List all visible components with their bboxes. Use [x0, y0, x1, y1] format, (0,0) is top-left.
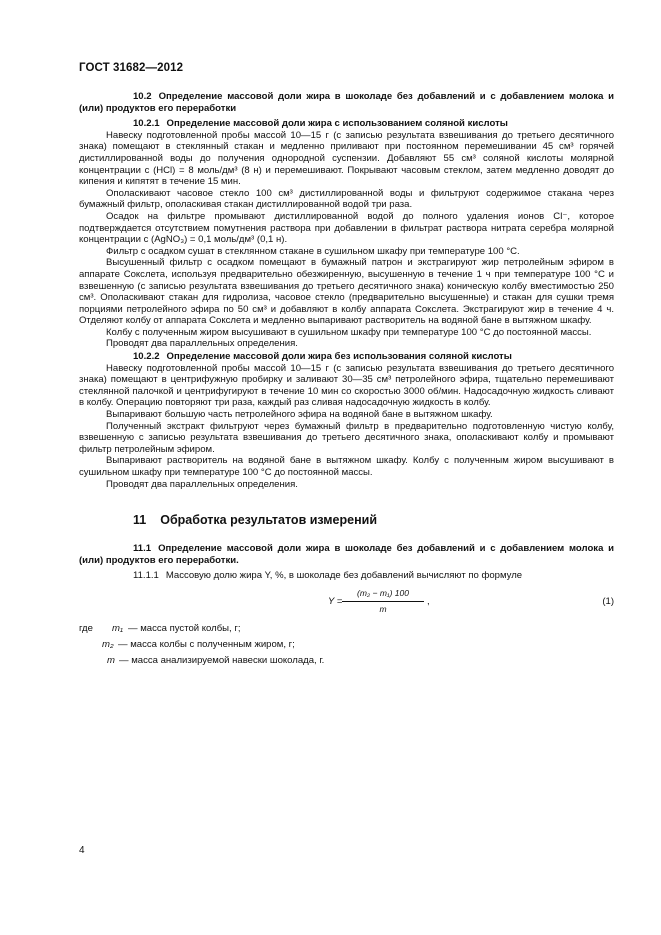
section-text: Массовую долю жира Y, %, в шоколаде без добавлений вычисляют по формуле	[165, 570, 523, 582]
section-title: Обработка результатов измерений	[160, 513, 378, 528]
formula-number: (1)	[602, 595, 614, 607]
legend-symbol: m₁	[112, 622, 123, 634]
section-number: 10.2.2	[133, 351, 160, 363]
section-number: 11.1.1	[133, 570, 159, 582]
formula-numerator: (m₂ − m₁) 100	[342, 588, 424, 602]
paragraph: Навеску подготовленной пробы массой 10—15 г (с записью результата взвешивания до третьего десятичного знака) помещают в стеклянный стакан и медленно приливают при постоянном перемешивании 45 см³ горячей дистиллированной воды до получения однородной суспензии. Добавляют 55 см³ соляной кислоты молярной концентрации с (HCl) = 8 моль/дм³ (8 н) и перемешивают. Покрывают часовым стеклом, затем медленно доводят до кипения и кипятят в течение 15 мин.	[79, 129, 614, 188]
legend-row	[79, 655, 614, 671]
section-10-2-2-heading	[79, 351, 614, 363]
formula-comma: ,	[427, 595, 430, 607]
section-title: Определение массовой доли жира без использования соляной кислоты	[166, 351, 512, 363]
section-10-2-1-heading	[79, 118, 614, 130]
section-number: 10.2	[133, 91, 152, 102]
document-body	[79, 91, 614, 671]
paragraph: Фильтр с осадком сушат в стеклянном стакане в сушильном шкафу при температуре 100 °С.	[106, 245, 520, 257]
legend-row	[79, 639, 614, 655]
paragraph: Проводят два параллельных определения.	[106, 338, 298, 350]
section-title: Определение массовой доли жира в шоколаде без добавлений и с добавлением молока и (или) продуктов его переработки.	[79, 543, 614, 566]
document-header: ГОСТ 31682—2012	[79, 62, 184, 74]
paragraph: Колбу с полученным жиром высушивают в сушильном шкафу при температуре 100 °С до постоянной массы.	[106, 326, 592, 338]
legend-description: — масса пустой колбы, г;	[128, 622, 241, 634]
paragraph: Навеску подготовленной пробы массой 10—15 г (с записью результата взвешивания до третьего десятичного знака) помещают в центрифужную пробирку и заливают 30—35 см³ петролейного эфира, тщательно перемешивают стеклянной палочкой и центрифугируют в течение 10 мин со скоростью 3000 об/мин. Надосадочную жидкость сливают в колбу. Операцию повторяют три раза, каждый раз сливая надосадочную жидкость в колбу.	[79, 362, 614, 409]
section-10-2-heading	[79, 91, 614, 114]
legend-row	[79, 623, 614, 639]
paragraph: Ополаскивают часовое стекло 100 см³ дистиллированной воды и фильтруют содержимое стакана через бумажный фильтр, ополаскивая стакан дистиллированной водой три раза.	[79, 187, 614, 211]
formula-legend	[79, 623, 614, 671]
section-11-1-1-text	[79, 570, 614, 582]
paragraph: Проводят два параллельных определения.	[106, 478, 298, 490]
formula-fraction	[342, 588, 424, 615]
formula-block	[79, 588, 614, 622]
legend-symbol: m₂	[102, 638, 114, 650]
section-number: 11	[133, 513, 147, 528]
formula-denominator: m	[379, 603, 387, 614]
section-title: Определение массовой доли жира в шоколаде без добавлений и с добавлением молока и (или) продуктов его переработки	[79, 91, 614, 114]
formula-lhs: Y =	[328, 595, 343, 607]
legend-description: — масса колбы с полученным жиром, г;	[118, 638, 295, 650]
section-number: 10.2.1	[133, 118, 160, 130]
section-11-1-heading	[79, 543, 614, 566]
paragraph: Выпаривают большую часть петролейного эфира на водяной бане в вытяжном шкафу.	[106, 409, 493, 421]
legend-where: где	[79, 622, 93, 634]
paragraph: Высушенный фильтр с осадком помещают в бумажный патрон и экстрагируют жир петролейным эфиром в аппарате Сокслета, используя предварительно обезжиренную, высушенную в течение 1 ч при температуре 100 °С и взвешенную (с записью результата взвешивания до третьего десятичного знака) коническую колбу вместимостью 250 см³. Ополаскивают стакан для гидролиза, часовое стекло (предварительно высушенные) и стакан для сушки тремя порциями петролейного эфира по 50 см³ и добавляют в колбу аппарата Сокслета. Экстрагируют жир в течение 4 ч. Отделяют колбу от аппарата Сокслета и медленно выпаривают растворитель на водяной бане в вытяжном шкафу.	[79, 257, 614, 327]
paragraph: Осадок на фильтре промывают дистиллированной водой до полного удаления ионов Cl⁻, которое подтверждается отсутствием помутнения раствора при добавлении в фильтрат раствора нитрата серебра молярной концентрации с (AgNO₃) = 0,1 моль/дм³ (0,1 н).	[79, 210, 614, 246]
paragraph: Полученный экстракт фильтруют через бумажный фильтр в предварительно подготовленную чистую колбу, взвешенную с записью результата взвешивания до третьего десятичного знака, ополаскивают колбу и промывают фильтр петролейным эфиром.	[79, 420, 614, 455]
legend-description: — масса анализируемой навески шоколада, г.	[119, 654, 325, 666]
section-number: 11.1	[133, 543, 152, 555]
section-11-heading	[79, 513, 614, 527]
paragraph: Выпаривают растворитель на водяной бане в вытяжном шкафу. Колбу с полученным жиром высушивают в сушильном шкафу при температуре 100 °С до постоянной массы.	[79, 455, 614, 478]
legend-symbol: m	[107, 654, 115, 666]
page-number: 4	[79, 845, 85, 856]
section-title: Определение массовой доли жира с использованием соляной кислоты	[166, 118, 508, 130]
